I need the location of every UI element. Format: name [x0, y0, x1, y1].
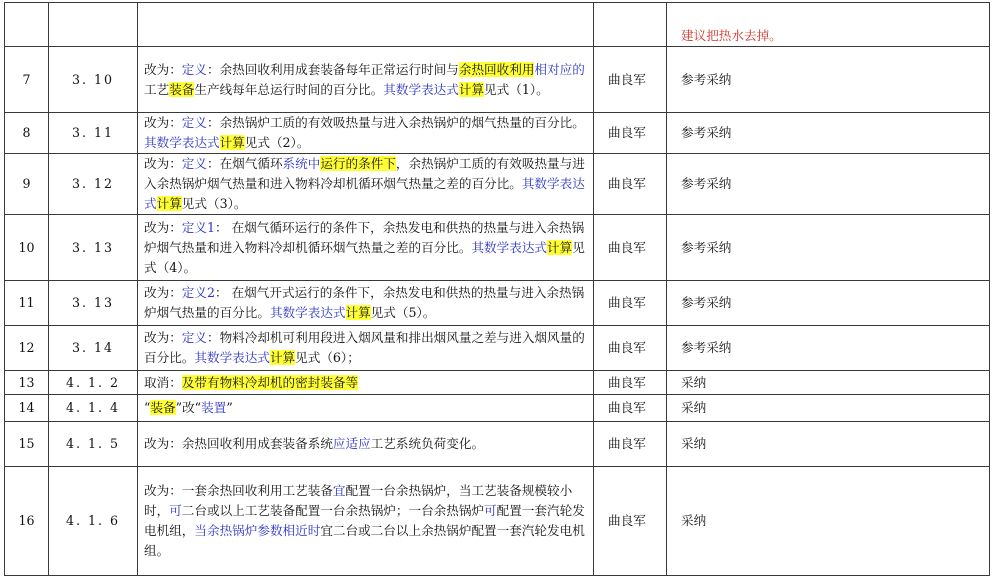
content-segment: 见式（2）。	[244, 135, 310, 150]
handling-result-cell	[667, 113, 990, 154]
clause-number: 3. 12	[71, 176, 115, 191]
content-segment: 改为：	[144, 115, 182, 130]
row-number-cell	[5, 395, 49, 422]
content-segment: 改为：	[144, 285, 182, 300]
content-segment: 改为：余热回收利用成套装备系统	[144, 436, 333, 451]
handling-result: 采纳	[681, 400, 707, 415]
table-row	[5, 281, 990, 326]
handling-result-cell	[667, 422, 990, 467]
reviewer-name: 曲良军	[608, 436, 646, 451]
table-row	[5, 371, 990, 395]
clause-number: 4. 1. 4	[65, 400, 121, 415]
row-number-cell	[5, 154, 49, 215]
clause-number-cell	[49, 326, 138, 371]
clause-number: 3. 14	[71, 340, 115, 355]
clause-number-cell	[49, 113, 138, 154]
handling-result: 参考采纳	[681, 295, 732, 310]
handling-result-cell	[667, 395, 990, 422]
revision-content-cell	[138, 154, 594, 215]
revision-content-cell	[138, 371, 594, 395]
content-segment: 见式（4）。	[144, 239, 585, 275]
content-segment: ：余热锅炉工质的有效吸热量与进入余热锅炉的烟气热量的百分比。	[206, 115, 585, 130]
row-number: 13	[18, 374, 35, 390]
row-number: 7	[22, 71, 31, 87]
content-segment: 定义	[181, 156, 207, 171]
content-segment: 其数学表达式	[471, 239, 547, 255]
reviewer-name: 曲良军	[608, 400, 646, 415]
content-segment: 取消：	[144, 374, 182, 390]
row-number-cell	[5, 422, 49, 467]
reviewer-name: 曲良军	[608, 125, 646, 140]
content-segment: 计算	[458, 81, 485, 97]
content-segment: 其数学表达式	[194, 350, 270, 365]
clause-number-cell	[49, 47, 138, 113]
table-row	[5, 215, 990, 281]
handling-result-cell	[667, 154, 990, 215]
revision-content-cell	[138, 215, 594, 281]
reviewer-name: 曲良军	[608, 513, 646, 528]
revision-content-cell	[138, 422, 594, 467]
revision-content-cell	[138, 467, 594, 576]
reviewer-cell	[594, 154, 667, 215]
content-segment: 见式（3）。	[181, 196, 247, 211]
clause-number-cell	[49, 467, 138, 576]
clause-number: 4. 1. 2	[65, 374, 121, 390]
row-number: 8	[22, 125, 31, 140]
clause-number: 3. 13	[71, 295, 115, 310]
row-number: 16	[18, 513, 35, 528]
row-number: 14	[18, 400, 35, 415]
content-segment: ：余热回收利用成套装备每年正常运行时间与	[206, 61, 459, 77]
content-segment: 计算	[219, 135, 245, 150]
handling-result-cell	[667, 467, 990, 576]
handling-result: 采纳	[681, 374, 707, 390]
content-segment: 装备	[169, 81, 195, 97]
table-row	[5, 154, 990, 215]
content-segment: ：物料冷却机可利用段进入烟风量和排出烟风量之差与进入烟风量的百分比。	[144, 330, 585, 365]
revision-content-cell	[138, 326, 594, 371]
table-row	[5, 47, 990, 113]
reviewer-cell	[594, 326, 667, 371]
content-segment: 宜二台或二台以上余热锅炉配置一套汽轮发电机组。	[144, 523, 585, 558]
clause-number-cell	[49, 422, 138, 467]
content-segment: 生产线每年总运行时间的百分比。	[194, 81, 384, 97]
reviewer-cell	[594, 215, 667, 281]
content-segment: 装备	[150, 400, 176, 415]
content-segment: 其数学表达式	[144, 176, 585, 211]
table-body	[5, 3, 990, 576]
content-segment: ： 在烟气循环运行的条件下，余热发电和供热的热量与进入余热锅炉烟气热量和进入物料冷却机循环烟气热量之差的百分比。	[144, 219, 585, 255]
clause-number: 3. 11	[71, 125, 115, 140]
handling-result-cell	[667, 371, 990, 395]
handling-result: 采纳	[681, 436, 707, 451]
content-segment: ，余热锅炉工质的有效吸热量与进入余热锅炉烟气热量和进入物料冷却机循环烟气热量之差的百分比。	[144, 156, 585, 191]
reviewer-name: 曲良军	[608, 71, 646, 87]
handling-result: 参考采纳	[681, 71, 732, 87]
handling-result: 参考采纳	[681, 125, 732, 140]
reviewer-name: 曲良军	[608, 239, 646, 255]
content-segment: 运行的条件下	[320, 156, 396, 171]
content-segment: ”改“	[175, 400, 202, 415]
content-segment: 配置一套汽轮发电机组，	[144, 503, 585, 538]
reviewer-cell	[594, 371, 667, 395]
clause-number: 4. 1. 6	[65, 513, 121, 528]
content-segment: 见式（6）；	[295, 350, 360, 365]
handling-result: 采纳	[681, 513, 707, 528]
row-number-cell	[5, 326, 49, 371]
row-number: 11	[18, 295, 35, 310]
table-row	[5, 3, 990, 47]
content-segment: 及带有物料冷却机的密封装备等	[181, 374, 359, 390]
content-segment: 工艺系统负荷变化。	[370, 436, 485, 451]
row-number-cell	[5, 371, 49, 395]
table-row	[5, 395, 990, 422]
row-number-cell	[5, 47, 49, 113]
revision-content-cell	[138, 113, 594, 154]
content-segment: 定义	[181, 115, 207, 130]
clause-number-cell	[49, 281, 138, 326]
reviewer-name: 曲良军	[608, 340, 646, 355]
revision-content-cell	[138, 281, 594, 326]
content-segment: 计算	[269, 350, 296, 365]
content-segment: 相对应的	[534, 61, 585, 77]
clause-number: 4. 1. 5	[65, 436, 121, 451]
reviewer-cell	[594, 422, 667, 467]
table-row	[5, 422, 990, 467]
content-segment: 其数学表达式	[269, 305, 346, 320]
handling-result-cell	[667, 326, 990, 371]
row-number-cell	[5, 467, 49, 576]
table-row	[5, 113, 990, 154]
content-segment: 工艺	[144, 81, 170, 97]
handling-result: 参考采纳	[681, 340, 732, 355]
row-number-cell	[5, 215, 49, 281]
handling-result-cell	[667, 281, 990, 326]
content-segment: 当余热锅炉参数相近时	[194, 523, 321, 538]
content-segment: 见式（5）。	[370, 305, 436, 320]
content-segment: 改为：	[144, 61, 182, 77]
reviewer-cell	[594, 113, 667, 154]
handling-result-cell	[667, 47, 990, 113]
revision-content-cell	[138, 395, 594, 422]
clause-number-cell	[49, 154, 138, 215]
table-row	[5, 467, 990, 576]
reviewer-cell	[594, 281, 667, 326]
content-segment: 改为：一套余热回收利用工艺装备	[144, 483, 333, 498]
clause-number-cell	[49, 3, 138, 47]
content-segment: 定义2	[181, 285, 215, 300]
content-segment: 计算	[345, 305, 371, 320]
reviewer-cell	[594, 47, 667, 113]
row-number: 10	[18, 239, 35, 255]
content-segment: 定义	[181, 61, 207, 77]
content-segment: 可	[169, 503, 182, 518]
content-segment: ：在烟气循环	[206, 156, 283, 171]
reviewer-cell	[594, 3, 667, 47]
row-number: 12	[18, 340, 35, 355]
handling-result: 参考采纳	[681, 239, 732, 255]
clause-number-cell	[49, 395, 138, 422]
reviewer-name: 曲良军	[608, 176, 646, 191]
handling-result-cell	[667, 215, 990, 281]
content-segment: 装置	[201, 400, 227, 415]
content-segment: 改为：	[144, 219, 182, 235]
revision-comment-table	[4, 2, 990, 576]
row-number: 9	[22, 176, 31, 191]
content-segment: 见式（1）。	[484, 81, 549, 97]
revision-content-cell	[138, 3, 594, 47]
content-segment: ： 在烟气开式运行的条件下，余热发电和供热的热量与进入余热锅炉烟气热量的百分比。	[144, 285, 585, 320]
content-segment: 其数学表达式	[383, 81, 459, 97]
content-segment: 系统中	[282, 156, 321, 171]
content-segment: 余热回收利用	[458, 61, 535, 77]
content-segment: 宜	[332, 483, 346, 498]
reviewer-cell	[594, 467, 667, 576]
reviewer-name: 曲良军	[608, 295, 646, 310]
clause-number: 3. 13	[71, 239, 115, 255]
revision-content-cell	[138, 47, 594, 113]
content-segment: 配置一台余热锅炉，当工艺装备规模较小时，	[144, 483, 573, 518]
content-segment: 改为：	[144, 330, 182, 345]
reviewer-name: 曲良军	[608, 374, 646, 390]
handling-result: 参考采纳	[681, 176, 732, 191]
row-number-cell	[5, 113, 49, 154]
handling-result: 建议把热水去掉。	[681, 28, 782, 43]
content-segment: 定义1	[181, 219, 215, 235]
reviewer-cell	[594, 395, 667, 422]
content-segment: 可	[484, 503, 497, 518]
table-row	[5, 326, 990, 371]
handling-result-cell	[667, 3, 990, 47]
clause-number-cell	[49, 215, 138, 281]
content-segment: 应适应	[332, 436, 371, 451]
content-segment: “	[144, 400, 151, 415]
content-segment: 计算	[156, 196, 182, 211]
clause-number: 3. 10	[71, 71, 115, 87]
row-number-cell	[5, 3, 49, 47]
content-segment: 定义	[181, 330, 207, 345]
content-segment: ”	[226, 400, 233, 415]
row-number: 15	[18, 436, 35, 451]
content-segment: 计算	[547, 239, 573, 255]
content-segment: 其数学表达式	[144, 135, 220, 150]
row-number-cell	[5, 281, 49, 326]
content-segment: 改为：	[144, 156, 182, 171]
content-segment: 二台或以上工艺装备配置一台余热锅炉；一台余热锅炉	[181, 503, 485, 518]
clause-number-cell	[49, 371, 138, 395]
